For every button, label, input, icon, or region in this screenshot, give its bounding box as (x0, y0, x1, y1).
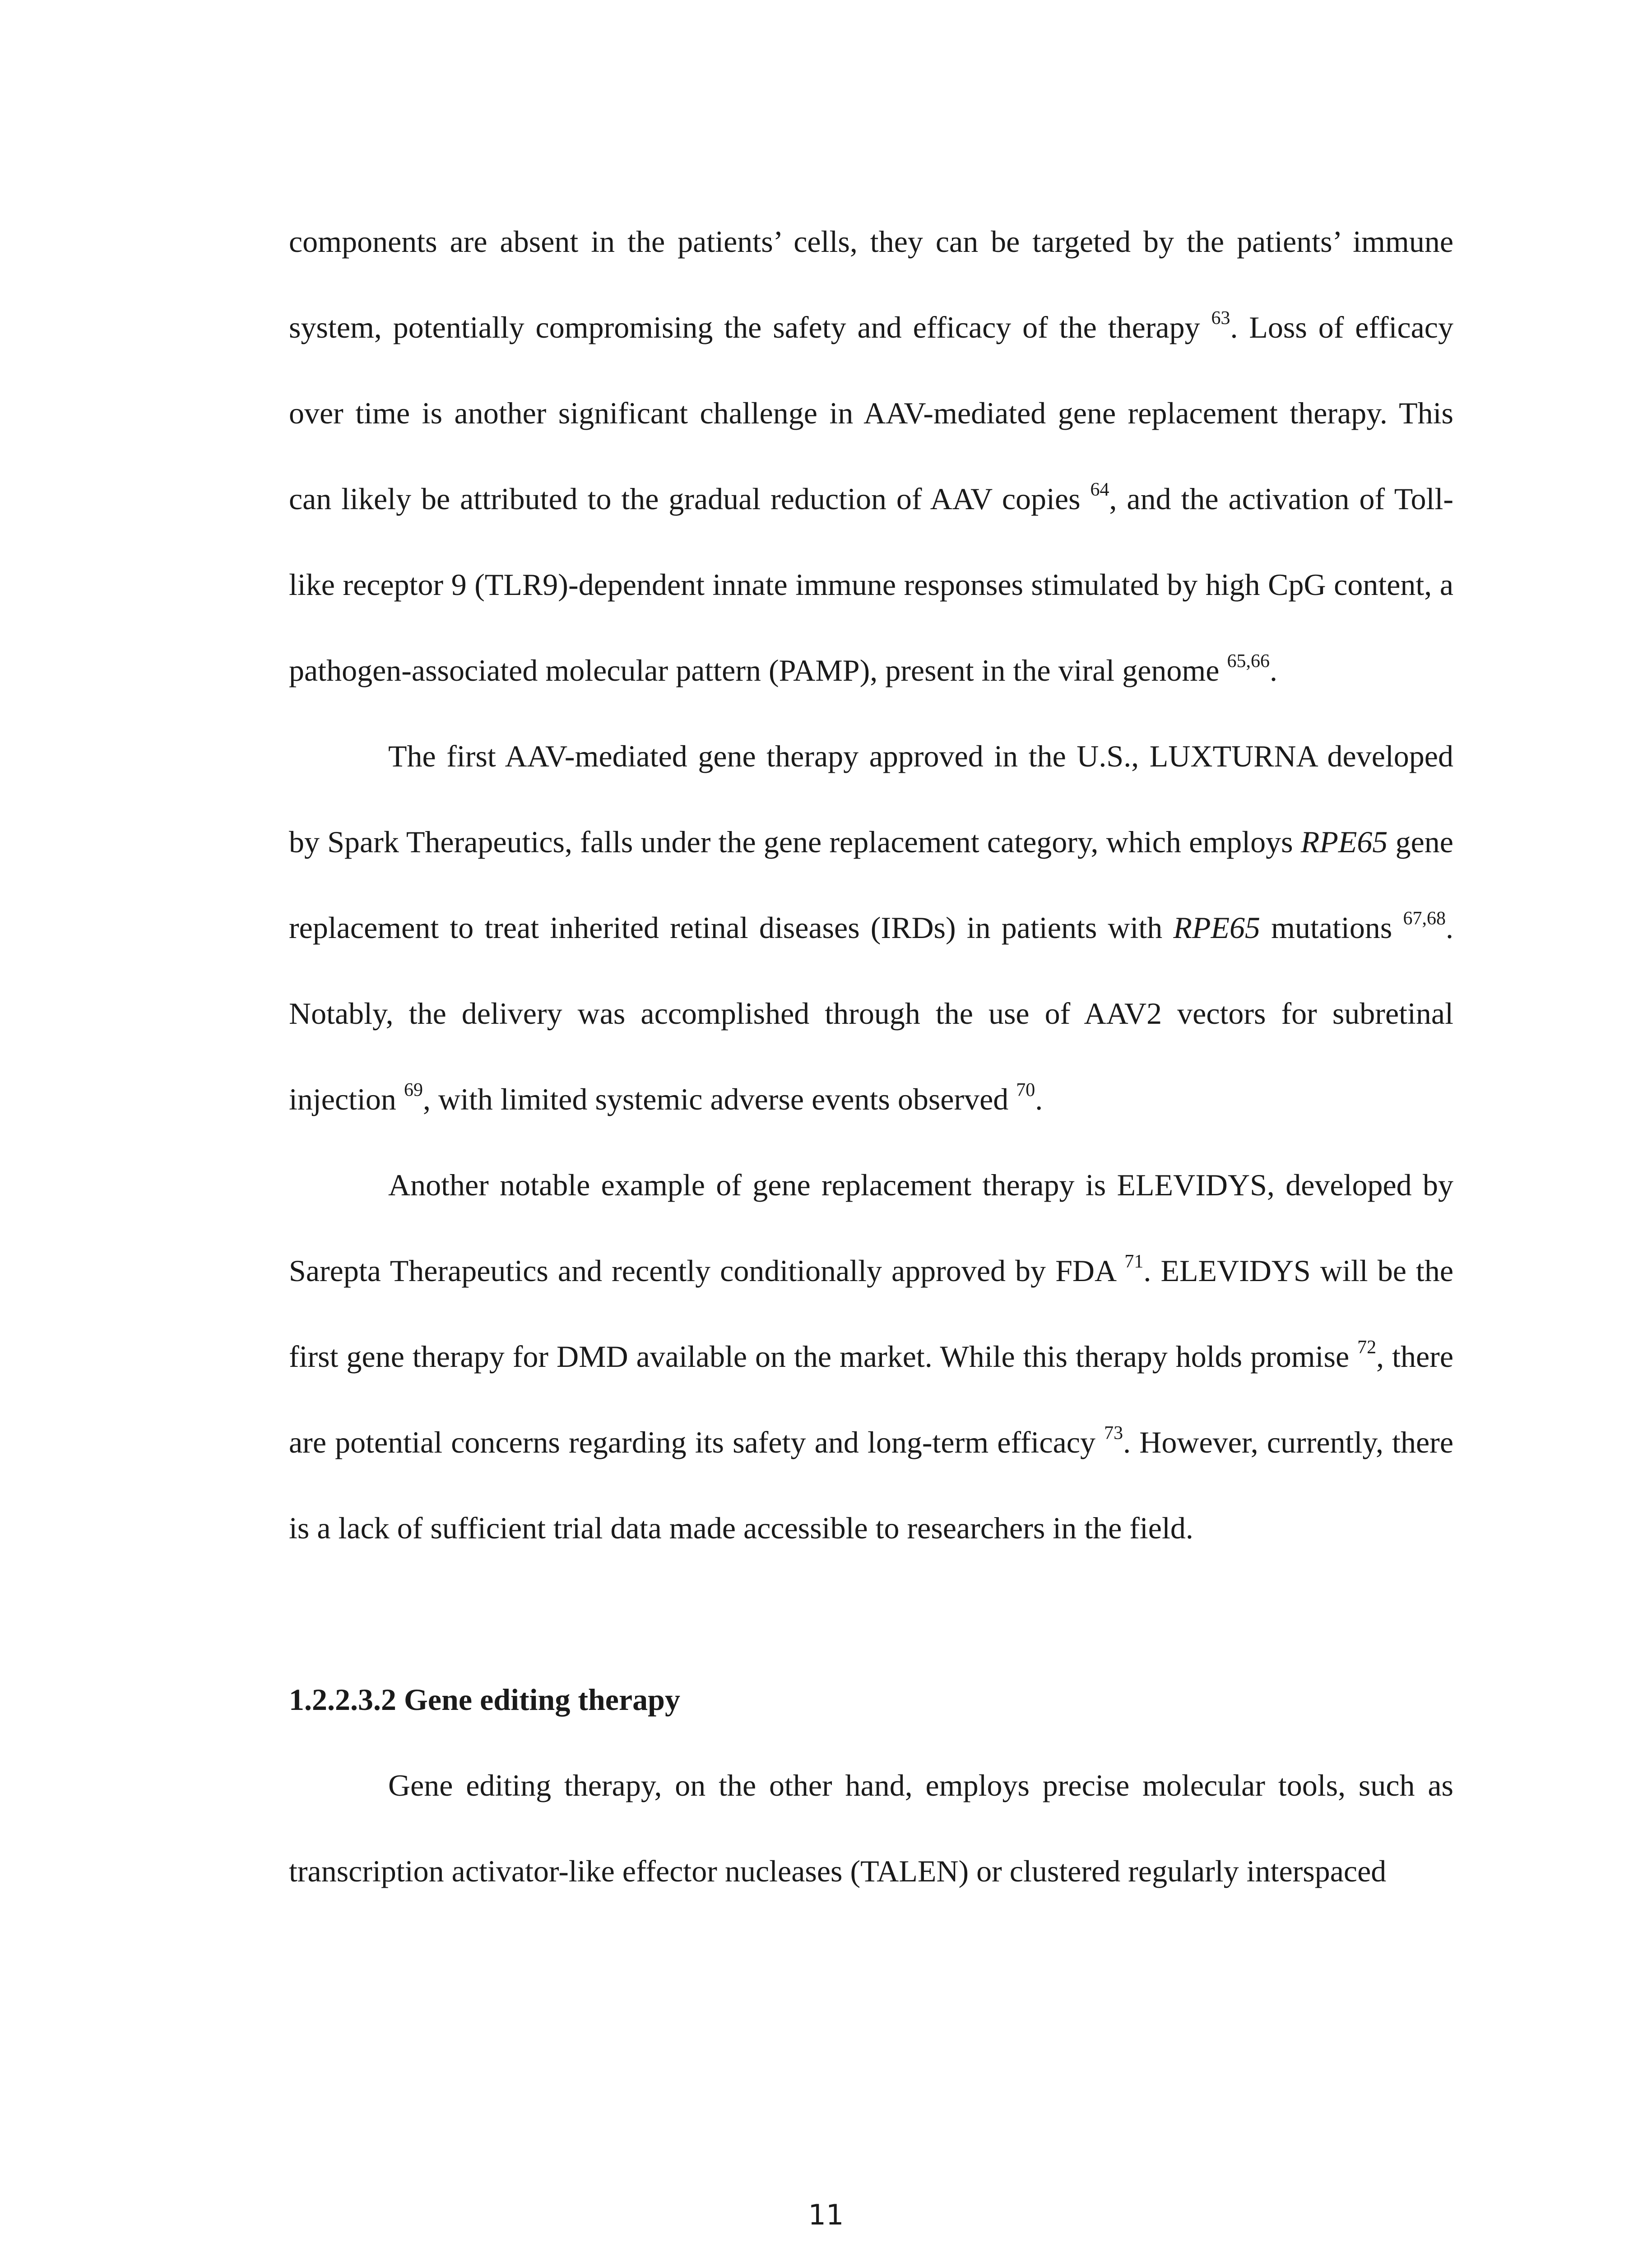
text-run: . Notably, the delivery was accomplished through the use of AAV2 vectors for subretinal injection (289, 910, 1453, 1116)
citation-superscript: 65,66 (1227, 651, 1270, 672)
citation-superscript: 71 (1124, 1251, 1144, 1272)
citation-superscript: 63 (1211, 308, 1230, 329)
document-page (289, 199, 1453, 1914)
gene-name: RPE65 (1300, 825, 1388, 859)
paragraph (289, 199, 1453, 713)
gene-name: RPE65 (1173, 910, 1261, 945)
citation-superscript: 67,68 (1403, 908, 1446, 929)
text-run: . Loss of efficacy over time is another significant challenge in AAV-mediated gene replacement therapy. This can likely be attributed to the gradual reduction of AAV copies (289, 310, 1453, 516)
text-run: , with limited systemic adverse events observed (422, 1082, 1016, 1116)
citation-superscript: 69 (404, 1080, 423, 1101)
section-body-text (289, 1742, 1453, 1914)
paragraph (289, 1142, 1453, 1571)
text-run: mutations (1260, 910, 1403, 945)
paragraph (289, 713, 1453, 1142)
text-run: The first AAV-mediated gene therapy approved in the U.S., LUXTURNA developed by Spark Therapeutics, falls under the gene replacement category, which employs (289, 739, 1453, 859)
text-run: gene replacement to treat inherited retinal diseases (IRDs) in patients with (289, 825, 1453, 945)
page-number: 11 (808, 2198, 844, 2231)
citation-superscript: 64 (1090, 479, 1109, 501)
text-run: Gene editing therapy, on the other hand, employs precise molecular tools, such as transcription activator-like effector nucleases (TALEN) or clustered regularly interspaced (289, 1768, 1453, 1888)
citation-superscript: 70 (1016, 1080, 1035, 1101)
text-run: . ELEVIDYS will be the first gene therapy for DMD available on the market. While this therapy holds promise (289, 1254, 1453, 1374)
citation-superscript: 72 (1357, 1337, 1377, 1358)
text-run: , and the activation of Toll-like receptor 9 (TLR9)-dependent innate immune responses stimulated by high CpG content, a pathogen-associated molecular pattern (PAMP), present in the viral genome (289, 482, 1453, 687)
text-run: components are absent in the patients’ cells, they can be targeted by the patients’ immune system, potentially compromising the safety and efficacy of the therapy (289, 224, 1453, 344)
body-text (289, 199, 1453, 1571)
citation-superscript: 73 (1104, 1423, 1123, 1444)
text-run: . (1269, 653, 1277, 687)
text-run: , there are potential concerns regarding its safety and long-term efficacy (289, 1339, 1453, 1459)
section-heading: 1.2.2.3.2 Gene editing therapy (289, 1682, 680, 1717)
text-run: . However, currently, there is a lack of sufficient trial data made accessible to researchers in the field. (289, 1425, 1454, 1545)
paragraph (289, 1742, 1453, 1914)
text-run: Another notable example of gene replacement therapy is ELEVIDYS, developed by Sarepta Therapeutics and recently conditionally approved by FDA (289, 1168, 1453, 1288)
text-run: . (1035, 1082, 1043, 1116)
